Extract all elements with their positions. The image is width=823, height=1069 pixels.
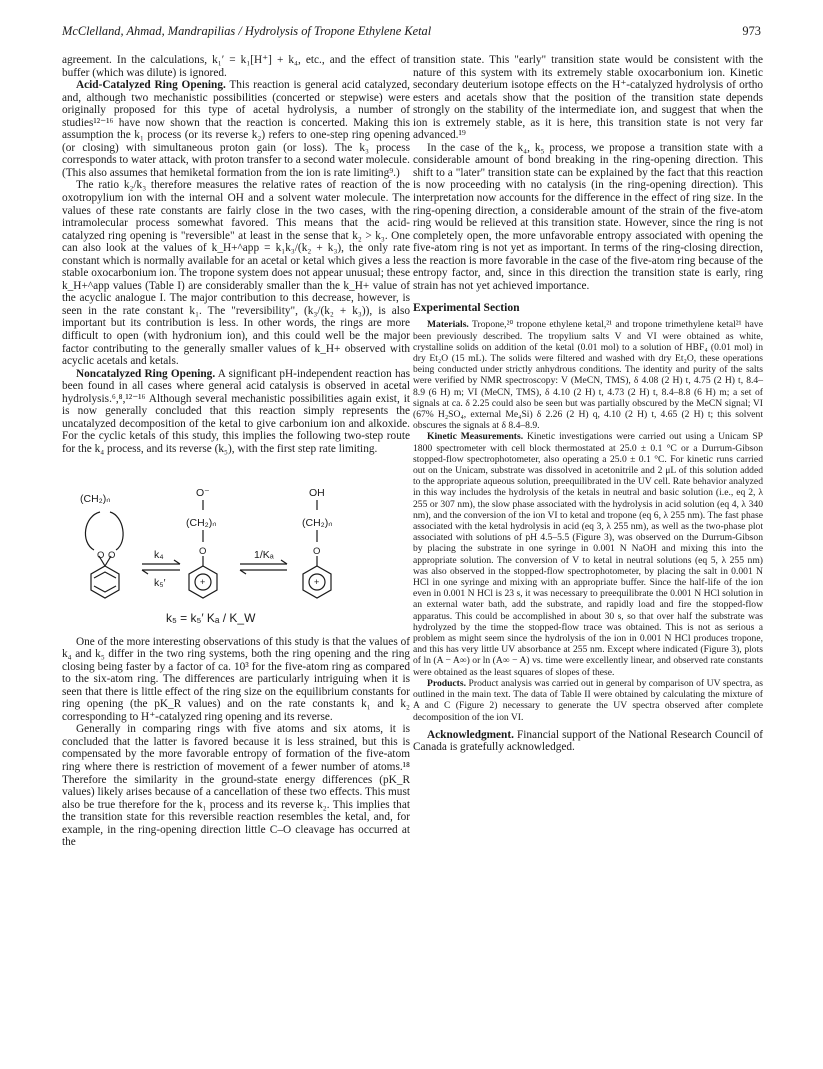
svg-text:O: O — [97, 549, 105, 561]
run-in-heading-products: Products. — [427, 677, 466, 689]
ring-label-mid: (CH₂)ₙ — [186, 516, 217, 529]
k5-label: k₅′ — [154, 576, 166, 589]
paragraph-acid-catalyzed: Acid-Catalyzed Ring Opening. This reaction is general acid catalyzed, and, although two mechanistic possibilities (concerted or stepwise) were originally proposed for this type of acetal hydrolysis, a number of studies¹²⁻¹⁶ have now shown that the reaction is concerted. Making this assumption the k₁ process (or its reverse k₂) refers to one-step ring opening (or closing) with simultaneous proton gain (or loss). The k₃ process corresponds to water attack, with proton transfer to a second water molecule. (This also assumes that hemiketal formation from the ion is rate limiting⁹.) — [62, 79, 411, 179]
svg-text:+: + — [314, 576, 320, 587]
ketal-tether-right — [110, 512, 123, 550]
page-number: 973 — [742, 24, 761, 38]
paragraph-observations: One of the more interesting observations of this study is that the values of k₄ and k₅ differ in the two ring systems, both the ring opening and the ring closing being faster by a factor of ca. 10³ for the five-atom ring as compared to the six-atom ring. The differences are particularly intriguing when it is seen that there is little effect of the ring size on the equilibrium constants for ring opening (the pK_R values) and on the rate constants k₁ and k₂ corresponding to H⁺-catalyzed ring opening and its reverse. — [62, 635, 410, 723]
paragraph-noncatalyzed: Noncatalyzed Ring Opening. A significant pH-independent reaction has been found in all cases where general acid catalysis is observed in acetal hydrolysis.⁶,⁸,¹²⁻¹⁶ Although several mechanistic possibilities again exist, it is now generally concluded that this reaction simply represents the uncatalyzed decomposition of the ketal to give carbonium ion and alkoxide. For the cyclic ketals of this study, this implies the following two-step route for the k₄ process, and its reverse (k₅), with the first step rate limiting. — [62, 367, 411, 455]
running-header — [62, 24, 761, 42]
right-column — [413, 54, 763, 754]
paragraph-kinetic-measurements: Kinetic Measurements. Kinetic investigations were carried out using a Unicam SP 1800 spectrometer with cell block thermostated at 25.0 ± 0.1 °C or a Durrum-Gibson stopped-flow spectrophotometer, also operating a 25.0 ± 0.1 °C. For kinetic runs carried out on the Unicam, substrate was dissolved in acetonitrile and 2 μL of this solution added to the appropriate aqueous solution, preequilibrated in the UV cell. Rate behavior analyzed in this way includes the hydrolysis of the ketals in neutral and basic solution (i.e., eq 2, λ 255 or 307 nm), the slow phase associated with the hydrolysis in acid solution (eq 4, λ 340 nm), and the conversion of the ion VI to ketal and tropone (eq 6, λ 255 nm). The fast phase associated with the ketal hydrolysis in acid (eq 3, λ 255 nm), as well as the two-phase plot associated with solutions of pH 4.5–5.5 (Figure 3), was observed on the Durrum-Gibson by placing the substrate in one syringe in 0.001 N NaOH and mixing this into the appropriate solution. The conversion of V to ketal in neutral solutions (eq 5, λ 255 nm) was also observed in the stopped-flow spectrophotometer, by placing the salt in 0.001 N HCl in one syringe and mixing with an appropriate buffer. Since the half-life of the ion even in 0.001 N HCl is 23 s, it was necessary to preequilibrate the 0.001 N HCl solution in an external water bath, add the substrate, and rapidly load and fire the stopped-flow apparatus. This could be accomplished in about 30 s, so that over half the substrate was hydrolyzed by the time the stopped-flow trace was obtained. This is not as serious a problem as might seem since the hydrolysis of the ion in 0.001 N HCl produces tropone, and this has very little UV absorbance at 255 nm. Except where indicated (Figure 3), plots of ln (A − A∞) or ln (A∞ − A) vs. time were excellently linear, and observed rate constants were obtained as the least squares of slopes of these. — [413, 431, 763, 678]
rate-equation: k₅ = k₅′ Kₐ / K_W — [166, 610, 256, 625]
run-in-heading-kinetic: Kinetic Measurements. — [427, 431, 524, 443]
ketal-ring — [91, 566, 119, 598]
run-in-heading-noncatalyzed: Noncatalyzed Ring Opening. — [76, 367, 216, 380]
ring-label-right: (CH₂)ₙ — [302, 516, 333, 529]
k4-label: k₄ — [154, 548, 164, 561]
run-in-heading-acknowledgment: Acknowledgment. — [427, 728, 514, 741]
ka-label: 1/Kₐ — [254, 548, 274, 561]
paragraph-agreement: agreement. In the calculations, k₁′ = k₁[H⁺] + k₄, etc., and the effect of buffer (which was dilute) is ignored. — [62, 54, 410, 79]
ring-label-left: (CH₂)ₙ — [80, 492, 111, 505]
paragraph-materials: Materials. Tropone,²⁰ tropone ethylene ketal,²¹ and tropone trimethylene ketal²¹ have been previously described. The tropylium salts V and VI were obtained as white, crystalline solids on addition of the ketal (0.01 mol) to a solution of HBF₄ (0.01 mol) in dry Et₂O (15 mL). The solids were filtered and washed with dry Et₂O, these operations being conducted under strictly anhydrous conditions. The identity and purity of the salts were verified by NMR spectroscopy: V (MeCN, TMS), δ 4.08 (2 H) t, 4.75 (2 H) t, 8.4–8.9 (6 H) m; VI (MeCN, TMS), δ 4.10 (2 H) t, 4.73 (2 H) t, 8.4–8.8 (6 H) m; a set of signals at ca. δ 2.25 could also be seen but was partially obscured by the MeCN signal; VI (67% H₂SO₄, external Me₄Si) δ 2.26 (2 H) q, 4.10 (2 H) t, 4.65 (2 H) t; this solvent obscures the signals at δ 8.4–8.9. — [413, 319, 763, 432]
paragraph-acknowledgment: Acknowledgment. Financial support of the National Research Council of Canada is gratefully acknowledged. — [413, 728, 763, 754]
paragraph-k4-k5: In the case of the k₄, k₅ process, we propose a transition state with a considerable amount of bond breaking in the ring-opening direction. This shift to a "later" transition state can be explained by the fact that this reaction is now proceeding with no catalysis (in the ring-opening direction). This interpretation now accounts for the difference in the effect of ring size. In the ring-opening direction, a considerable amount of the strain of the five-atom ring would be relieved at this transition state. However, since the ring is not completely open, the more unfavorable entropy associated with opening the five-atom ring is not yet as important. In terms of the ring-closing direction, the reaction is more favorable in the case of the five-atom ring because of the entropy factor, and, since in this direction the transition state is early, ring strain has not yet achieved importance. — [413, 141, 763, 292]
run-in-heading-materials: Materials. — [427, 319, 469, 331]
svg-text:O: O — [199, 545, 207, 557]
anion-label: O⁻ — [196, 486, 210, 499]
left-column — [62, 54, 410, 849]
reaction-scheme — [62, 464, 410, 628]
running-title: McClelland, Ahmad, Mandrapilias / Hydrolysis of Tropone Ethylene Ketal — [62, 24, 432, 38]
reaction-scheme-drawing — [62, 464, 410, 628]
paragraph-ratio: The ratio k₂/k₃ therefore measures the relative rates of reaction of the oxotropylium ion with the internal OH and a solvent water molecule. The values of these rate constants are fairly close in the two cases, with the intramolecular process somewhat favored. This means that the acid-catalyzed ring opening is "reversible" at least in the sense that k₂ > k₃. One can also look at the values of k_H+^app = k₁k₃/(k₂ + k₃), the only rate constant which is normally available for an acetal or ketal which gives a less stable oxocarbonium ion. The tropone system does not appear unusual; these k_H+^app values (Table I) are considerably smaller than the k_H+ value of the acyclic analogue I. The major contribution to this decrease, however, is seen in the rate constant k₁. The "reversibility", (k₃/(k₂ + k₃)), is also important but its contribution is less. In other words, the rings are more difficult to open (with hydronium ion), and this could well be the major factor contributing to the generally smaller values of k_H+ observed with acyclic acetals and ketals. — [62, 179, 410, 368]
paragraph-transition-state: transition state. This "early" transition state would be consistent with the nature of this system with its extremely stable oxocarbonium ion. Kinetic secondary deuterium isotope effects on the H⁺-catalyzed hydrolysis of ortho esters and acetals show that the position of the transition state depends strongly on the stability of the intermediate ion, and suggest that when the ion is extremely stable, as it is here, this transition state is not very far advanced.¹⁹ — [413, 54, 763, 142]
cation-plus: + — [200, 576, 206, 587]
svg-text:O: O — [313, 545, 321, 557]
svg-text:O: O — [108, 549, 116, 561]
paragraph-products: Products. Product analysis was carried out in general by comparison of UV spectra, as outlined in the main text. The data of Table II were obtained by calculating the mixture of A and C (Figure 2) necessary to generate the UV spectra observed after complete decomposition of the ion VI. — [413, 677, 763, 723]
experimental-heading: Experimental Section — [413, 301, 520, 315]
ketal-tether-left — [85, 512, 100, 550]
oh-label: OH — [309, 486, 325, 499]
paragraph-ring-comparison: Generally in comparing rings with five atoms and six atoms, it is concluded that the latter is favored because it is less strained, but this is compensated by the more favorable entropy of formation of the five-atom ring where there is restriction of movement of a fewer number of atoms.¹⁸ Therefore the similarity in the ground-state energy differences (pK_R values) likely arises because of a cancellation of these two effects. This must also be true therefore for the k₁ process and its reverse k₂. This implies that the transition state for this reversible reaction resembles the ketal, and, for example, in the ring-opening direction little C–O cleavage has occurred at the — [62, 723, 410, 849]
run-in-heading-acid: Acid-Catalyzed Ring Opening. — [76, 79, 226, 92]
